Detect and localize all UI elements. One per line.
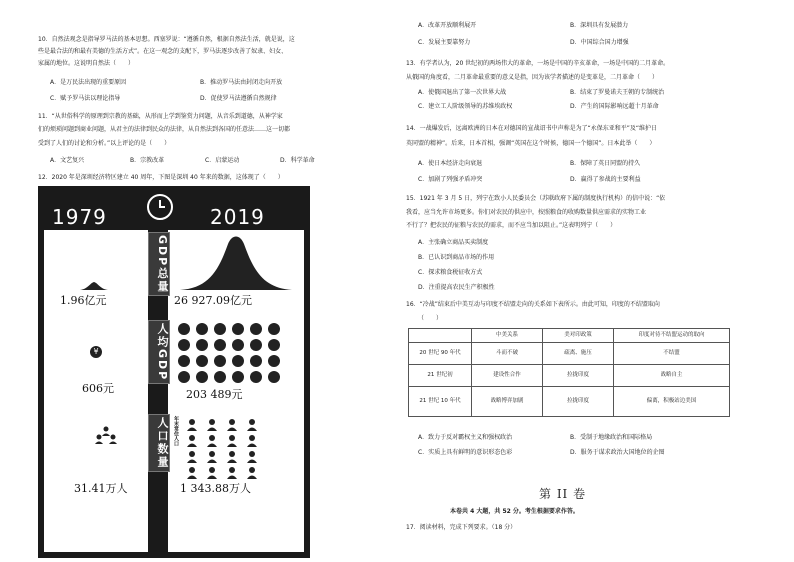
- q13-option-d: D．产生的国际影响远超十月革命: [570, 103, 659, 110]
- gdp-2019-value: 26 927.09亿元: [174, 294, 252, 307]
- q10-option-b: B．推动罗马法由封闭走向开放: [200, 79, 283, 86]
- q16-stem-line2: （ ）: [418, 315, 443, 322]
- q16-option-c: C．实质上具有鲜明的意识形态色彩: [418, 449, 513, 456]
- q12-stem: 12．2020 年是深圳经济特区建立 40 周年，下图是深圳 40 年来的数据，这体现了（ ）: [38, 174, 284, 181]
- yuan-coin-grid: [176, 322, 296, 386]
- table-cell: 战略自主: [614, 365, 730, 387]
- shenzhen-infographic: [38, 186, 310, 558]
- table-header: 美对印政策: [543, 329, 614, 343]
- q16-option-b: B．受制于地缘政治和国际格局: [570, 434, 653, 441]
- table-cell: 建设性合作: [472, 365, 543, 387]
- q10-stem-line3: 家属的地位。这说明自然法（ ）: [38, 60, 135, 67]
- people-1979-icon: [94, 426, 118, 444]
- q16-option-a: A．致力于反对霸权主义和强权政治: [418, 434, 513, 441]
- q11-stem-line1: 11．“从世俗科学的原理到宗教的基础，从形而上学到鉴赏力问题，从音乐到道德，从神学家: [38, 113, 283, 120]
- q15-option-a: A．主张确立商品买卖制度: [418, 239, 489, 246]
- gdp-2019-curve-icon: [178, 232, 294, 290]
- table-row: [409, 365, 730, 387]
- relations-table: [408, 328, 730, 417]
- table-cell: 拉拢印度: [543, 365, 614, 387]
- q11-option-b: B．宗教改革: [130, 157, 165, 164]
- q12-option-b: B．深圳具有发展潜力: [570, 22, 629, 29]
- per-capita-gdp-label: 人均GDP: [148, 320, 170, 384]
- table-cell: 拉拢印度: [543, 387, 614, 417]
- population-1979-value: 31.41万人: [74, 482, 128, 495]
- q10-stem-line1: 10．自然法观念是指导罗马法的基本思想。西塞罗说：“遵循自然，根据自然法生活，就是说，这: [38, 36, 295, 43]
- q11-stem-line2: 们的烦琐问题到商业问题，从君主的法律到民众的法律，从自然法到各国的任意法……这一切都: [38, 126, 291, 133]
- table-cell: 战略博弈加剧: [472, 387, 543, 417]
- table-cell: 21 世纪 10 年代: [409, 387, 472, 417]
- alarm-clock-icon: [147, 194, 173, 220]
- people-2019-grid-icon: [184, 418, 284, 480]
- table-cell: 21 世纪初: [409, 365, 472, 387]
- q15-option-c: C．探求粮食税征收方式: [418, 269, 483, 276]
- q15-stem-line1: 15．1921 年 3 月 5 日，列宁在致小人民委员会（苏联政府下属的制度执行机构）的信中说：“依: [406, 195, 666, 202]
- q11-stem-line3: 受到了人们的讨论和分析。”以上评论的是（ ）: [38, 140, 171, 147]
- q11-option-a: A．文艺复兴: [50, 157, 85, 164]
- table-row: [409, 343, 730, 365]
- population-label: 人口数量: [148, 414, 170, 472]
- year-2019: 2019: [210, 205, 265, 229]
- table-cell: 疏离、施压: [543, 343, 614, 365]
- table-header: 印度对待不结盟运动的取向: [614, 329, 730, 343]
- q12-option-d: D．中国综合国力增强: [570, 39, 629, 46]
- q10-option-a: A．是万民法出现的重要原因: [50, 79, 127, 86]
- q14-option-a: A．使日本经济走向衰退: [418, 160, 483, 167]
- q14-stem-line2: 英同盟的精神”。后来，日本首相，强调“英国在这个时候，德国一个德国”。日本此举（ ）: [406, 140, 656, 147]
- q13-option-a: A．使俄国退出了第一次世界大战: [418, 89, 507, 96]
- table-row: [409, 387, 730, 417]
- q16-stem-line1: 16．“冷战”结束后中美互动与印度不结盟走向的关系如下表所示。由此可知，印度的不结盟取向: [406, 301, 660, 308]
- q14-option-c: C．加剧了列强矛盾冲突: [418, 176, 483, 183]
- q10-stem-line2: 些是最合法的和最有美德的生活方式”。在这一观念的支配下，罗马法逐步改善了奴隶、妇女、: [38, 48, 288, 55]
- table-cell: 斗而不破: [472, 343, 543, 365]
- gdp-total-label: GDP总量: [148, 232, 170, 296]
- table-header: [409, 329, 472, 343]
- year-1979: 1979: [52, 205, 107, 229]
- gdp-1979-curve-icon: [80, 280, 108, 290]
- q13-stem-line2: 从俄国的角度看，二月革命最重要的意义是指，因为该学者描述的是变革是，二月革命（ ）: [406, 74, 659, 81]
- q14-option-d: D．赢得了参战的主要利益: [570, 176, 641, 183]
- q14-option-b: B．保障了英日同盟的持久: [570, 160, 641, 167]
- table-cell: 20 世纪 90 年代: [409, 343, 472, 365]
- table-cell: 偏离，积极站边美国: [614, 387, 730, 417]
- coin-grid-icon: [176, 322, 296, 386]
- q12-option-a: A．改革开放顺利展开: [418, 22, 477, 29]
- q15-stem-line3: 不行了？把农民的征粮与农民的需求，而不应当加以阻止。”这表明列宁（ ）: [406, 222, 617, 229]
- q12-option-c: C．发展主要靠努力: [418, 39, 471, 46]
- yuan-coin-icon: ¥: [90, 346, 102, 358]
- per-capita-1979-value: 606元: [82, 382, 114, 395]
- table-header-row: [409, 329, 730, 343]
- q14-stem-line1: 14．一战爆发后，远离欧洲的日本在对德国的宣战诏书中声称是为了“永保东亚和平”及“维护日: [406, 125, 657, 132]
- q11-option-d: D．科学革命: [280, 157, 315, 164]
- q15-option-d: D．注重提高农民生产积极性: [418, 284, 495, 291]
- per-capita-2019-value: 203 489元: [186, 388, 243, 401]
- q15-stem-line2: 我看，应当允许市场更多。你们对农民的供应中，按照粮食的收购数量供应需求的实物工业: [406, 209, 647, 216]
- q11-option-c: C．启蒙运动: [205, 157, 240, 164]
- table-header: 中美关系: [472, 329, 543, 343]
- q15-option-b: B．已认识到商品市场的作用: [418, 254, 495, 261]
- q16-option-d: D．服务于谋求政治大国地位的企图: [570, 449, 665, 456]
- section-description: 本卷共 4 大题，共 52 分。考生根据要求作答。: [450, 508, 579, 515]
- q13-option-b: B．结束了罗曼诺夫王朝的专制统治: [570, 89, 665, 96]
- q10-option-c: C．赋予罗马法以理论指导: [50, 95, 121, 102]
- q13-stem-line1: 13．有学者认为，20 世纪初的两场伟大的革命，一场是中国的辛亥革命，一场是中国的二月革命。: [406, 60, 670, 67]
- gdp-1979-value: 1.96亿元: [60, 294, 107, 307]
- section-title: 第 II 卷: [539, 487, 587, 501]
- q13-option-c: C．建立工人阶级领导的苏维埃政权: [418, 103, 513, 110]
- population-note: 年末常住人口: [173, 416, 179, 446]
- q17-stem: 17．阅读材料，完成下列要求。（18 分）: [406, 524, 517, 531]
- q10-option-d: D．促使罗马法遵循自然规律: [200, 95, 277, 102]
- table-cell: 不结盟: [614, 343, 730, 365]
- population-2019-value: 1 343.88万人: [180, 482, 251, 495]
